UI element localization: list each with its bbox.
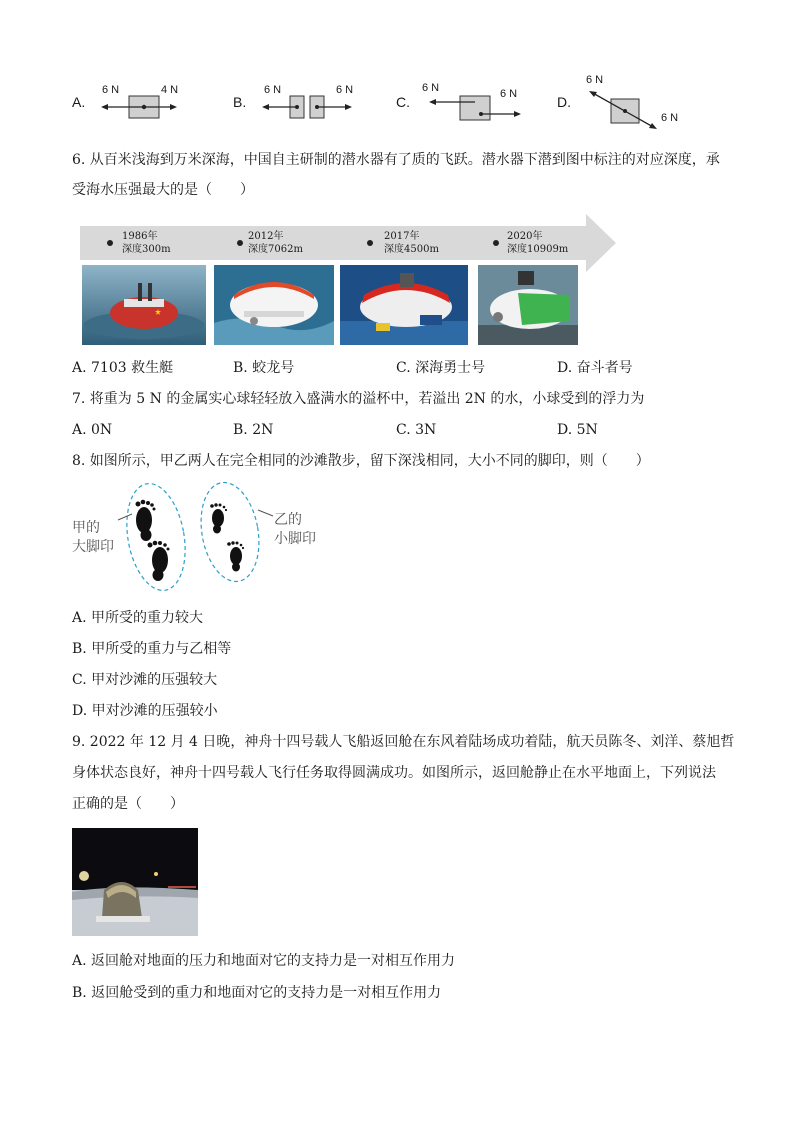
q7-option-a[interactable]: A. 0N xyxy=(72,422,113,438)
q9-option-b[interactable]: B. 返回舱受到的重力和地面对它的支持力是一对相互作用力 xyxy=(72,985,442,1001)
q9-stem-line2: 身体状态良好，神舟十四号载人飞行任务取得圆满成功。如图所示，返回舱静止在水平地面上，下列说法 xyxy=(72,765,716,781)
q5-option-b-letter: B. xyxy=(233,94,247,110)
return-capsule-photo xyxy=(72,828,198,936)
q8-option-a[interactable]: A. 甲所受的重力较大 xyxy=(72,610,204,626)
submersible-photo-fendouzhe xyxy=(478,265,578,345)
q5-option-c-diagram xyxy=(425,90,525,124)
submersible-photo-7103 xyxy=(82,265,206,345)
q8-label-small-line1: 乙的 xyxy=(274,511,302,527)
q6-timeline-item-4 xyxy=(507,230,568,256)
q5-option-b-left-force: 6 N xyxy=(264,84,282,96)
q6-timeline-year-4: 2020年 xyxy=(507,231,543,242)
q6-timeline-depth-2: 深度7062m xyxy=(248,244,303,255)
q6-timeline-item-1 xyxy=(122,230,171,256)
q7-option-c[interactable]: C. 3N xyxy=(396,422,437,438)
q5-option-b-diagram xyxy=(258,90,358,122)
q5-option-a-right-force: 4 N xyxy=(161,84,179,96)
q6-timeline-depth-1: 深度300m xyxy=(122,244,171,255)
big-footprint-upper xyxy=(136,500,156,541)
q5-option-b-right-force: 6 N xyxy=(336,84,354,96)
q5-option-d-right-force: 6 N xyxy=(661,112,679,124)
q5-option-a-diagram xyxy=(95,90,185,122)
q6-option-a[interactable]: A. 7103 救生艇 xyxy=(72,360,174,376)
q6-timeline-item-3 xyxy=(384,230,439,256)
q6-stem-line1: 6. 从百米浅海到万米深海，中国自主研制的潜水器有了质的飞跃。潜水器下潜到图中标注的对应深度，承 xyxy=(72,152,720,168)
q6-timeline-year-1: 1986年 xyxy=(122,231,158,242)
q8-label-big-line2: 大脚印 xyxy=(72,538,114,554)
q5-option-a-left-force: 6 N xyxy=(102,84,120,96)
q6-timeline-year-3: 2017年 xyxy=(384,231,420,242)
q6-option-b[interactable]: B. 蛟龙号 xyxy=(233,360,295,376)
q6-timeline-year-2: 2012年 xyxy=(248,231,284,242)
q9-stem-line1: 9. 2022 年 12 月 4 日晚，神舟十四号载人飞船返回舱在东风着陆场成功着陆，航天员陈冬、刘洋、蔡旭哲 xyxy=(72,734,735,750)
q9-stem-line3: 正确的是（ ） xyxy=(72,796,184,812)
q7-stem: 7. 将重为 5 N 的金属实心球轻轻放入盛满水的溢杯中，若溢出 2N 的水，小球受到的浮力为 xyxy=(72,391,645,407)
q5-option-d-letter: D. xyxy=(557,94,571,110)
submersible-photo-jiaolong xyxy=(214,265,334,345)
q8-footprints-diagram xyxy=(100,480,280,595)
q8-option-c[interactable]: C. 甲对沙滩的压强较大 xyxy=(72,672,218,688)
q5-option-d-diagram xyxy=(585,86,665,132)
q6-option-d[interactable]: D. 奋斗者号 xyxy=(557,360,633,376)
q6-stem-line2: 受海水压强最大的是（ ） xyxy=(72,182,254,198)
q7-option-b[interactable]: B. 2N xyxy=(233,422,274,438)
q5-option-c-left-force: 6 N xyxy=(422,82,440,94)
q6-option-c[interactable]: C. 深海勇士号 xyxy=(396,360,486,376)
q5-option-a-letter: A. xyxy=(72,94,86,110)
q8-label-small-footprint xyxy=(274,510,316,548)
small-footprint-upper xyxy=(210,503,227,533)
q9-option-a[interactable]: A. 返回舱对地面的压力和地面对它的支持力是一对相互作用力 xyxy=(72,953,456,969)
q8-option-b[interactable]: B. 甲所受的重力与乙相等 xyxy=(72,641,232,657)
q5-option-c-right-force: 6 N xyxy=(500,88,518,100)
q6-timeline-depth-3: 深度4500m xyxy=(384,244,439,255)
q8-label-small-line2: 小脚印 xyxy=(274,530,316,546)
small-footprint-lower xyxy=(227,541,244,571)
q8-option-d[interactable]: D. 甲对沙滩的压强较小 xyxy=(72,703,218,719)
q5-option-d-left-force: 6 N xyxy=(586,74,604,86)
q7-option-d[interactable]: D. 5N xyxy=(557,422,598,438)
q6-timeline-depth-4: 深度10909m xyxy=(507,244,569,255)
big-footprint-lower xyxy=(148,541,170,581)
q5-option-c-letter: C. xyxy=(396,94,410,110)
q8-label-big-line1: 甲的 xyxy=(72,519,100,535)
q6-timeline-item-2 xyxy=(248,230,303,256)
q8-stem: 8. 如图所示，甲乙两人在完全相同的沙滩散步，留下深浅相同，大小不同的脚印，则（ ） xyxy=(72,453,650,469)
submersible-photo-shenhai-yongshi xyxy=(340,265,468,345)
